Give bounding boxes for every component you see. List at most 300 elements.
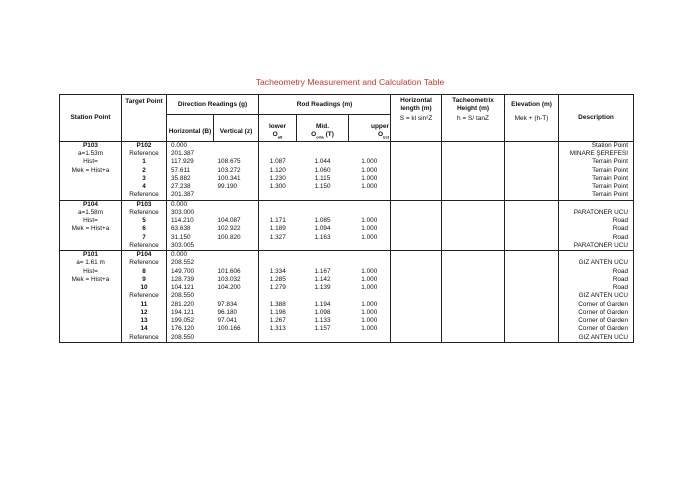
rod-lower: 1.388: [269, 300, 286, 308]
rod-mid: [297, 141, 349, 150]
table-row: [60, 217, 634, 225]
tacheometric-height-cell: [442, 301, 505, 309]
elevation-cell: [505, 242, 559, 251]
header-direction-readings: Direction Readings (g): [167, 95, 259, 115]
elevation-cell: [505, 251, 559, 260]
rod-upper: 1.000: [349, 175, 391, 183]
table-row: [60, 268, 634, 276]
horizontal-reading: 208.550: [167, 334, 214, 343]
horizontal-length-cell: [391, 200, 442, 209]
target-point: 14: [122, 325, 167, 333]
station-mek: Mek = Hist+a: [60, 167, 122, 175]
horizontal-reading: 31.150: [171, 233, 191, 241]
horizontal-length-cell: [391, 158, 442, 166]
target-point: 12: [122, 309, 167, 317]
station-a: a= 1.61 m: [60, 259, 122, 267]
tacheometric-height-cell: [442, 150, 505, 158]
formula-elevation: Mek + (h-T): [505, 115, 559, 123]
elevation-cell: [505, 317, 559, 325]
rod-lower: 1.267: [269, 317, 286, 325]
description: Road: [559, 284, 634, 292]
rod-upper: 1.000: [349, 301, 391, 309]
elevation-cell: [505, 284, 559, 292]
elevation-cell: [505, 276, 559, 284]
station-cell: [60, 191, 122, 200]
table-row: [60, 158, 634, 166]
description: PARATONER UCU: [559, 242, 634, 251]
description: Corner of Garden: [559, 309, 634, 317]
tacheometric-height-cell: [442, 284, 505, 292]
rod-lower: [259, 150, 297, 158]
rod-upper: 1.000: [349, 325, 391, 333]
vertical-reading: 108.675: [214, 158, 259, 166]
station-cell: [60, 242, 122, 251]
rod-lower: [259, 251, 297, 260]
horizontal-length-cell: [391, 141, 442, 150]
tacheometric-height-cell: [442, 217, 505, 225]
horizontal-length-cell: [391, 209, 442, 217]
elevation-cell: [505, 141, 559, 150]
rod-lower: 1.313: [269, 325, 286, 333]
tacheometric-height-cell: [442, 334, 505, 343]
rod-upper: 1.000: [349, 158, 391, 166]
table-row: [60, 325, 634, 333]
rod-lower: 1.285: [269, 275, 286, 283]
rod-lower: [259, 259, 297, 267]
rod-upper: 1.000: [349, 268, 391, 276]
tacheometric-height-cell: [442, 158, 505, 166]
rod-lower: 1.087: [269, 158, 286, 166]
vertical-reading: 101.606: [214, 268, 259, 276]
elevation-cell: [505, 191, 559, 200]
header-target-point: Target Point: [122, 95, 167, 142]
target-point: 2: [122, 167, 167, 175]
target-point: 8: [122, 268, 167, 276]
tacheometric-height-cell: [442, 292, 505, 300]
rod-upper: [349, 209, 391, 217]
target-point: 11: [122, 301, 167, 309]
station-cell: [60, 292, 122, 300]
elevation-cell: [505, 301, 559, 309]
formula-tacheometric-height: h = S/ tanZ: [442, 115, 505, 123]
description: Terrain Point: [559, 183, 634, 191]
horizontal-reading: 149.700: [171, 267, 195, 275]
target-point: Reference: [122, 259, 167, 267]
rod-upper: 1.000: [349, 234, 391, 242]
description: Road: [559, 217, 634, 225]
description: Terrain Point: [559, 167, 634, 175]
horizontal-reading: 104.121: [171, 284, 195, 292]
description: Road: [559, 268, 634, 276]
station-a: a=1.58m: [60, 209, 122, 217]
rod-upper: [349, 191, 391, 200]
rod-mid: [297, 209, 349, 217]
table-row: [60, 175, 634, 183]
tacheometric-height-cell: [442, 242, 505, 251]
tacheometric-height-cell: [442, 276, 505, 284]
target-point: Reference: [122, 242, 167, 251]
elevation-cell: [505, 175, 559, 183]
horizontal-length-cell: [391, 309, 442, 317]
tacheometric-height-cell: [442, 309, 505, 317]
tacheometric-height-cell: [442, 225, 505, 233]
description: GIZ ANTEN UCU: [559, 334, 634, 343]
rod-lower: [259, 292, 297, 300]
table-body: [60, 141, 634, 342]
elevation-cell: [505, 183, 559, 191]
target-point: 4: [122, 183, 167, 191]
horizontal-length-cell: [391, 301, 442, 309]
vertical-reading: 102.922: [214, 225, 259, 233]
horizontal-length-cell: [391, 217, 442, 225]
station-hist: Hist=: [60, 217, 122, 225]
vertical-reading: [214, 209, 259, 217]
vertical-reading: 103.032: [214, 276, 259, 284]
horizontal-reading: 114.210: [171, 217, 194, 225]
station-name: P104: [60, 200, 122, 209]
horizontal-length-cell: [391, 183, 442, 191]
station-mek: Mek = Hist+a: [60, 276, 122, 284]
horizontal-length-cell: [391, 242, 442, 251]
header-tacheometric-height: Tacheometrix Height (m): [442, 95, 505, 115]
table-row: [60, 150, 634, 158]
rod-lower: 1.171: [269, 217, 286, 225]
vertical-reading: [214, 141, 259, 150]
rod-mid: [297, 242, 349, 251]
target-point: 3: [122, 175, 167, 183]
vertical-reading: 97.041: [214, 317, 259, 325]
rod-lower: 1.189: [269, 225, 286, 233]
rod-upper: [349, 150, 391, 158]
rod-mid: 1.060: [314, 166, 331, 174]
horizontal-length-cell: [391, 276, 442, 284]
table-row: [60, 284, 634, 292]
tacheometric-height-cell: [442, 325, 505, 333]
horizontal-length-cell: [391, 251, 442, 260]
description: [559, 251, 634, 260]
horizontal-length-cell: [391, 284, 442, 292]
tacheometric-height-cell: [442, 175, 505, 183]
tacheometry-table: [59, 94, 634, 343]
station-cell: [60, 234, 122, 242]
table-row: [60, 301, 634, 309]
target-point: Reference: [122, 209, 167, 217]
rod-upper: 1.000: [349, 317, 391, 325]
horizontal-reading: 176.120: [171, 325, 195, 333]
elevation-cell: [505, 334, 559, 343]
elevation-cell: [505, 292, 559, 300]
elevation-cell: [505, 268, 559, 276]
table-row: [60, 309, 634, 317]
table-row: [60, 251, 634, 260]
station-a: a=1.53m: [60, 150, 122, 158]
vertical-reading: 104.087: [214, 217, 259, 225]
table-header: [60, 95, 634, 142]
station-mek: Mek = Hist+a: [60, 225, 122, 233]
header-description: Description: [559, 95, 634, 142]
rod-lower: 1.196: [269, 308, 286, 316]
station-cell: [60, 183, 122, 191]
description: Corner of Garden: [559, 301, 634, 309]
horizontal-length-cell: [391, 292, 442, 300]
horizontal-reading: 0.000: [167, 200, 214, 209]
rod-upper: [349, 200, 391, 209]
table-row: [60, 317, 634, 325]
header-horizontal-b: Horizontal (B): [167, 123, 214, 142]
header-station-point: Station Point: [60, 95, 122, 142]
station-cell: [60, 175, 122, 183]
header-upper: upper $O_{üst}$: [349, 123, 391, 142]
description: [559, 200, 634, 209]
tacheometric-height-cell: [442, 209, 505, 217]
elevation-cell: [505, 309, 559, 317]
rod-mid: 1.115: [314, 174, 331, 182]
tacheometric-height-cell: [442, 268, 505, 276]
rod-lower: [259, 141, 297, 150]
horizontal-reading: 194.121: [171, 308, 195, 316]
tacheometric-height-cell: [442, 317, 505, 325]
horizontal-length-cell: [391, 150, 442, 158]
rod-upper: 1.000: [349, 284, 391, 292]
rod-mid: 1.044: [314, 158, 331, 166]
rod-mid: 1.098: [314, 308, 331, 316]
elevation-cell: [505, 200, 559, 209]
station-hist: Hist=: [60, 158, 122, 166]
rod-mid: 1.139: [314, 284, 331, 292]
rod-mid: [297, 200, 349, 209]
horizontal-reading: 0.000: [171, 141, 187, 149]
rod-upper: 1.000: [349, 225, 391, 233]
table-row: [60, 167, 634, 175]
horizontal-reading: 199.052: [171, 317, 195, 325]
rod-upper: [349, 259, 391, 267]
rod-upper: [349, 141, 391, 150]
target-point: 1: [122, 158, 167, 166]
station-cell: [60, 334, 122, 343]
target-point: Reference: [122, 334, 167, 343]
rod-lower: [259, 200, 297, 209]
vertical-reading: [214, 200, 259, 209]
description: GIZ ANTEN UCU: [559, 292, 634, 300]
description: GIZ ANTEN UCU: [559, 259, 634, 267]
station-cell: [60, 309, 122, 317]
elevation-cell: [505, 325, 559, 333]
vertical-reading: 100.820: [214, 234, 259, 242]
rod-mid: [297, 251, 349, 260]
vertical-reading: [214, 292, 259, 300]
elevation-cell: [505, 150, 559, 158]
rod-upper: [349, 242, 391, 251]
table-row: [60, 200, 634, 209]
horizontal-length-cell: [391, 234, 442, 242]
rod-mid: [297, 334, 349, 343]
station-name: P103: [60, 141, 122, 150]
table-row: [60, 225, 634, 233]
target-point: 13: [122, 317, 167, 325]
rod-mid: 1.150: [314, 183, 331, 191]
tacheometric-height-cell: [442, 141, 505, 150]
rod-mid: [297, 292, 349, 300]
rod-lower: 1.279: [269, 284, 286, 292]
target-point: 6: [122, 225, 167, 233]
rod-lower: 1.334: [269, 267, 286, 275]
station-cell: [60, 301, 122, 309]
horizontal-length-cell: [391, 225, 442, 233]
target-point: Reference: [122, 292, 167, 300]
header-horizontal-length: Horizontal length (m): [391, 95, 442, 115]
rod-upper: 1.000: [349, 276, 391, 284]
table-row: [60, 259, 634, 267]
target-point: P102: [122, 141, 167, 150]
rod-upper: [349, 292, 391, 300]
table-row: [60, 141, 634, 150]
table-row: [60, 276, 634, 284]
vertical-reading: 104.200: [214, 284, 259, 292]
description: Road: [559, 276, 634, 284]
vertical-reading: 100.166: [214, 325, 259, 333]
tacheometric-height-cell: [442, 183, 505, 191]
rod-mid: 1.142: [314, 275, 331, 283]
tacheometric-height-cell: [442, 200, 505, 209]
horizontal-reading: 201.387: [171, 191, 195, 199]
rod-mid: 1.085: [314, 217, 331, 225]
rod-mid: 1.194: [314, 300, 331, 308]
target-point: 9: [122, 276, 167, 284]
horizontal-length-cell: [391, 167, 442, 175]
rod-lower: 1.230: [269, 174, 286, 182]
vertical-reading: 97.834: [214, 301, 259, 309]
header-vertical-z: Vertical (z): [214, 123, 259, 142]
horizontal-reading: 128.739: [171, 275, 195, 283]
horizontal-length-cell: [391, 191, 442, 200]
elevation-cell: [505, 209, 559, 217]
rod-upper: [349, 251, 391, 260]
horizontal-length-cell: [391, 259, 442, 267]
table-title: Tacheometry Measurement and Calculation Table: [255, 77, 445, 87]
rod-mid: 1.133: [314, 317, 331, 325]
table-row: [60, 234, 634, 242]
description: Corner of Garden: [559, 325, 634, 333]
elevation-cell: [505, 158, 559, 166]
vertical-reading: 99.190: [214, 183, 259, 191]
rod-lower: [259, 242, 297, 251]
horizontal-length-cell: [391, 175, 442, 183]
table-row: [60, 292, 634, 300]
description: PARATONER UCU: [559, 209, 634, 217]
header-lower: lower $O_{alt}$: [259, 123, 297, 142]
horizontal-length-cell: [391, 334, 442, 343]
rod-lower: [259, 334, 297, 343]
rod-mid: 1.167: [314, 267, 331, 275]
horizontal-reading: 281.220: [171, 300, 195, 308]
rod-lower: 1.327: [269, 233, 286, 241]
rod-upper: 1.000: [349, 309, 391, 317]
rod-lower: [259, 191, 297, 200]
table-row: [60, 242, 634, 251]
vertical-reading: [214, 259, 259, 267]
vertical-reading: 103.272: [214, 167, 259, 175]
rod-upper: [349, 334, 391, 343]
horizontal-reading: 208.552: [171, 259, 195, 267]
horizontal-reading: 303.005: [171, 241, 195, 249]
rod-mid: [297, 191, 349, 200]
horizontal-length-cell: [391, 325, 442, 333]
target-point: 10: [122, 284, 167, 292]
vertical-reading: [214, 242, 259, 251]
target-point: 7: [122, 234, 167, 242]
description: Corner of Garden: [559, 317, 634, 325]
station-cell: [60, 284, 122, 292]
horizontal-reading: 208.550: [171, 292, 195, 300]
horizontal-length-cell: [391, 268, 442, 276]
vertical-reading: 100.341: [214, 175, 259, 183]
description: Road: [559, 234, 634, 242]
station-cell: [60, 325, 122, 333]
tacheometric-height-cell: [442, 191, 505, 200]
horizontal-reading: 201.387: [171, 150, 195, 158]
horizontal-reading: 27.238: [171, 183, 191, 191]
tacheometric-height-cell: [442, 251, 505, 260]
elevation-cell: [505, 167, 559, 175]
description: Terrain Point: [559, 175, 634, 183]
target-point: 5: [122, 217, 167, 225]
elevation-cell: [505, 259, 559, 267]
table-row: [60, 183, 634, 191]
description: Terrain Point: [559, 191, 634, 200]
horizontal-reading: 303.000: [171, 208, 195, 216]
horizontal-reading: 35.882: [171, 174, 191, 182]
formula-horizontal-length: S = kl sin²Z: [391, 115, 442, 123]
target-point: P104: [122, 251, 167, 260]
vertical-reading: [214, 191, 259, 200]
vertical-reading: [214, 334, 259, 343]
horizontal-reading: 0.000: [167, 251, 214, 260]
rod-mid: [297, 259, 349, 267]
horizontal-length-cell: [391, 317, 442, 325]
tacheometric-height-cell: [442, 234, 505, 242]
table-row: [60, 334, 634, 343]
elevation-cell: [505, 234, 559, 242]
tacheometric-height-cell: [442, 167, 505, 175]
rod-upper: 1.000: [349, 167, 391, 175]
rod-mid: [297, 150, 349, 158]
table-row: [60, 191, 634, 200]
header-rod-readings: Rod Readings (m): [259, 95, 391, 115]
rod-upper: 1.000: [349, 217, 391, 225]
rod-mid: 1.163: [314, 233, 331, 241]
target-point: Reference: [122, 191, 167, 200]
vertical-reading: [214, 150, 259, 158]
horizontal-reading: 63.638: [171, 225, 191, 233]
rod-lower: [259, 209, 297, 217]
table-row: [60, 209, 634, 217]
rod-mid: 1.157: [314, 325, 331, 333]
station-cell: [60, 317, 122, 325]
description: Terrain Point: [559, 158, 634, 166]
station-hist: Hist=: [60, 268, 122, 276]
station-name: P101: [60, 251, 122, 260]
vertical-reading: 96.180: [214, 309, 259, 317]
target-point: P103: [122, 200, 167, 209]
header-elevation: Elevation (m): [505, 95, 559, 115]
rod-lower: 1.300: [269, 183, 286, 191]
vertical-reading: [214, 251, 259, 260]
header-mid: Mid. $O_{orta}$ (T): [297, 123, 349, 142]
rod-lower: 1.120: [269, 166, 286, 174]
horizontal-reading: 117.929: [171, 158, 194, 166]
description: MİNARE ŞEREFESİ: [559, 150, 634, 158]
target-point: Reference: [122, 150, 167, 158]
